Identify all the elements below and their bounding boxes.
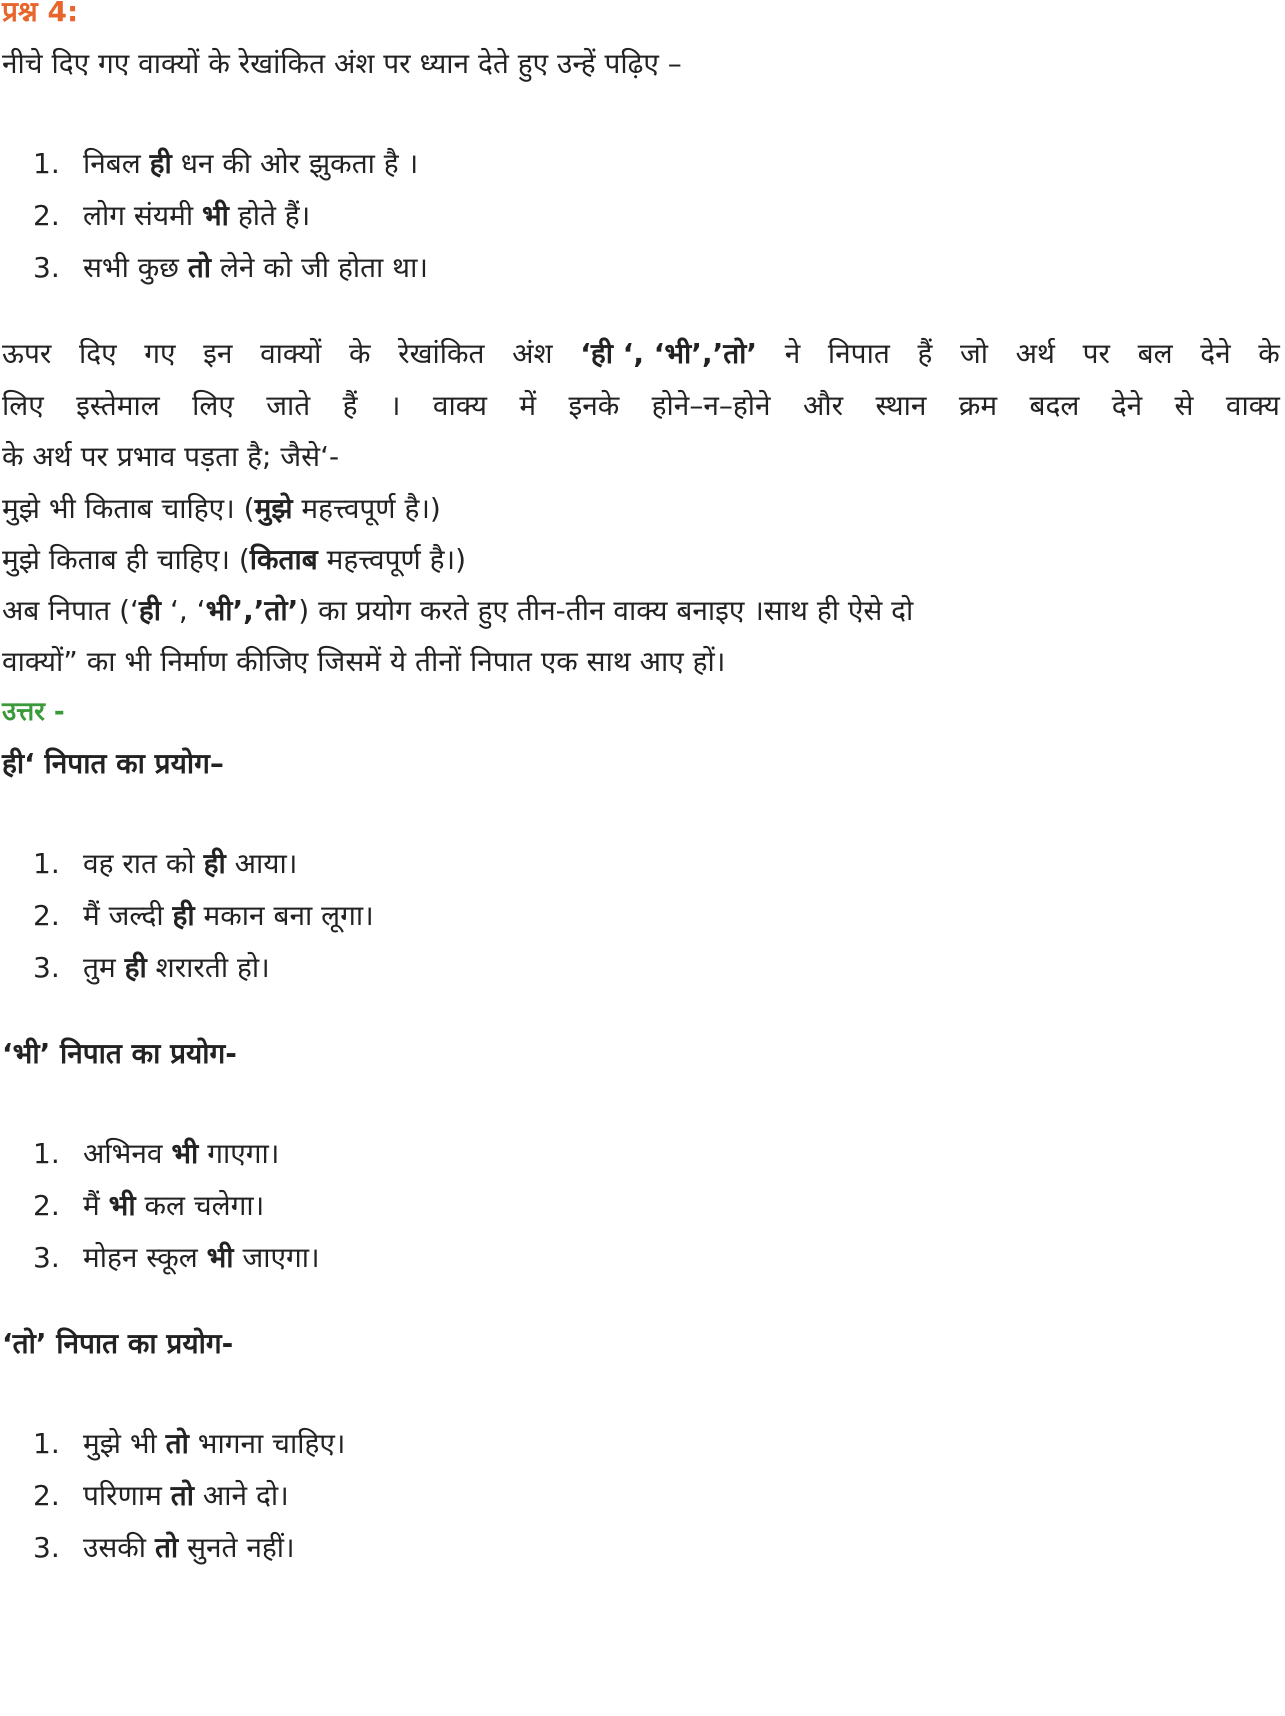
example-text-before: निबल xyxy=(83,147,141,180)
list-number: 2. xyxy=(33,1479,60,1512)
answer-item xyxy=(33,1476,289,1516)
paragraph-word: होने–न–होने xyxy=(651,389,771,422)
particle-highlight: ही xyxy=(138,594,162,627)
task-text: अब निपात (‘ xyxy=(2,594,139,627)
paragraph-word: देने xyxy=(1111,389,1143,422)
paragraph-word: के xyxy=(1258,337,1280,370)
answer-text-before: परिणाम xyxy=(83,1479,162,1512)
answer-item xyxy=(33,896,374,936)
paragraph-word: वाक्य xyxy=(1225,389,1280,422)
paragraph-word: बल xyxy=(1137,337,1173,370)
example-text-after: होते हैं। xyxy=(237,199,311,232)
answer-item xyxy=(33,1238,320,1278)
particle-highlight: भी xyxy=(171,1137,199,1170)
answer-item xyxy=(33,1134,279,1174)
task-line-2: वाक्यों” का भी निर्माण कीजिए जिसमें ये तीनों निपात एक साथ आए हों। xyxy=(2,645,726,678)
example-sentence-2 xyxy=(2,540,466,580)
paragraph-word: ‘ही ‘, ‘भी’,’तो’ xyxy=(580,337,758,370)
paragraph-word: स्थान xyxy=(875,389,927,422)
answer-item xyxy=(33,844,297,884)
example-sentence-text: महत्त्वपूर्ण है।) xyxy=(317,543,467,576)
list-number: 3. xyxy=(33,951,60,984)
list-number: 2. xyxy=(33,1189,60,1222)
answer-text-before: मुझे भी xyxy=(83,1427,157,1460)
list-number: 2. xyxy=(33,199,60,232)
answer-text-after: शरारती हो। xyxy=(155,951,270,984)
example-text-after: लेने को जी होता था। xyxy=(219,251,428,284)
list-number: 1. xyxy=(33,147,60,180)
question-heading: प्रश्न 4: xyxy=(2,0,79,28)
example-text-after: धन की ओर झुकता है । xyxy=(180,147,419,180)
answer-text-after: मकान बना लूगा। xyxy=(203,899,374,932)
example-text-before: लोग संयमी xyxy=(83,199,194,232)
task-text: ‘, ‘ xyxy=(161,594,206,627)
answer-text-before: तुम xyxy=(83,951,116,984)
paragraph-word: देने xyxy=(1200,337,1231,370)
answer-item xyxy=(33,1528,295,1568)
particle-highlight: तो xyxy=(187,251,212,284)
paragraph-word: इनके xyxy=(568,389,620,422)
paragraph-word: दिए xyxy=(78,337,117,370)
particle-highlight: तो xyxy=(170,1479,194,1512)
paragraph-word: बदल xyxy=(1029,389,1080,422)
list-number: 2. xyxy=(33,899,60,932)
emphasis-word: मुझे xyxy=(254,492,293,525)
list-number: 3. xyxy=(33,1241,60,1274)
example-text-before: सभी कुछ xyxy=(83,251,179,284)
answer-text-before: मोहन स्कूल xyxy=(83,1241,198,1274)
list-number: 3. xyxy=(33,1531,60,1564)
section-title-hi: ही‘ निपात का प्रयोग– xyxy=(2,747,224,780)
paragraph-word: निपात xyxy=(827,337,890,370)
particle-highlight: ही xyxy=(203,847,226,880)
paragraph-word: जाते xyxy=(266,389,311,422)
example-item-1 xyxy=(33,144,418,184)
answer-item xyxy=(33,1424,345,1464)
paragraph-word: और xyxy=(802,389,844,422)
list-number: 1. xyxy=(33,1137,60,1170)
paragraph-word: । xyxy=(389,389,401,422)
section-title-to: ‘तो’ निपात का प्रयोग- xyxy=(2,1327,234,1360)
paragraph-word: में xyxy=(519,389,537,422)
paragraph-word: गए xyxy=(144,337,176,370)
paragraph-word: ने xyxy=(784,337,801,370)
paragraph-word: वाक्य xyxy=(432,389,487,422)
paragraph-word: लिए xyxy=(192,389,234,422)
list-number: 1. xyxy=(33,1427,60,1460)
paragraph-word: अंश xyxy=(512,337,553,370)
task-text: ) का प्रयोग करते हुए तीन-तीन वाक्य बनाइए ।साथ ही ऐसे दो xyxy=(298,594,914,627)
paragraph-word: क्रम xyxy=(958,389,998,422)
particle-highlight: भी xyxy=(201,199,229,232)
particle-highlight: ही xyxy=(124,951,147,984)
particle-highlight: भी xyxy=(206,1241,234,1274)
answer-item xyxy=(33,1186,264,1226)
answer-text-after: कल चलेगा। xyxy=(144,1189,265,1222)
particle-highlight: ही xyxy=(149,147,172,180)
example-sentence-text: मुझे भी किताब चाहिए। ( xyxy=(2,492,255,525)
paragraph-word: ऊपर xyxy=(2,337,52,370)
answer-heading: उत्तर - xyxy=(2,697,65,727)
paragraph-word: इस्तेमाल xyxy=(76,389,160,422)
example-item-2 xyxy=(33,196,310,236)
paragraph-word: पर xyxy=(1082,337,1110,370)
answer-text-after: जाएगा। xyxy=(242,1241,320,1274)
paragraph-word: अर्थ xyxy=(1015,337,1055,370)
particle-highlight: तो xyxy=(165,1427,189,1460)
section-title-bhi: ‘भी’ निपात का प्रयोग- xyxy=(2,1037,237,1070)
example-sentence-text: मुझे किताब ही चाहिए। ( xyxy=(2,543,250,576)
paragraph-word: जो xyxy=(959,337,988,370)
answer-text-after: गाएगा। xyxy=(207,1137,280,1170)
particle-highlight: भी xyxy=(108,1189,136,1222)
answer-text-before: वह रात को xyxy=(83,847,195,880)
example-item-3 xyxy=(33,248,428,288)
paragraph-word: के xyxy=(349,337,371,370)
question-prompt: नीचे दिए गए वाक्यों के रेखांकित अंश पर ध्यान देते हुए उन्हें पढ़िए – xyxy=(2,47,682,80)
answer-text-before: मैं जल्दी xyxy=(83,899,164,932)
emphasis-word: किताब xyxy=(249,543,318,576)
list-number: 3. xyxy=(33,251,60,284)
paragraph-word: हैं xyxy=(917,337,933,370)
paragraph-word: लिए xyxy=(2,389,44,422)
example-sentence-text: महत्त्वपूर्ण है।) xyxy=(292,492,441,525)
answer-text-after: आया। xyxy=(234,847,298,880)
answer-text-before: मैं xyxy=(83,1189,100,1222)
answer-text-before: उसकी xyxy=(83,1531,147,1564)
answer-text-after: आने दो। xyxy=(202,1479,289,1512)
particle-highlight: भी’,’तो’ xyxy=(205,594,299,627)
paragraph-word: इन xyxy=(203,337,233,370)
paragraph-word: से xyxy=(1174,389,1194,422)
answer-text-before: अभिनव xyxy=(83,1137,163,1170)
explanation-line-1 xyxy=(2,334,1282,374)
answer-text-after: सुनते नहीं। xyxy=(187,1531,295,1564)
paragraph-word: हैं xyxy=(342,389,358,422)
particle-highlight: तो xyxy=(154,1531,179,1564)
explanation-line-3: के अर्थ पर प्रभाव पड़ता है; जैसे‘- xyxy=(2,440,340,473)
task-line-1 xyxy=(2,591,913,631)
paragraph-word: वाक्यों xyxy=(260,337,322,370)
explanation-line-2 xyxy=(2,386,1282,426)
particle-highlight: ही xyxy=(172,899,195,932)
paragraph-word: रेखांकित xyxy=(398,337,485,370)
list-number: 1. xyxy=(33,847,60,880)
answer-text-after: भागना चाहिए। xyxy=(197,1427,346,1460)
example-sentence-1 xyxy=(2,489,441,529)
answer-item xyxy=(33,948,270,988)
